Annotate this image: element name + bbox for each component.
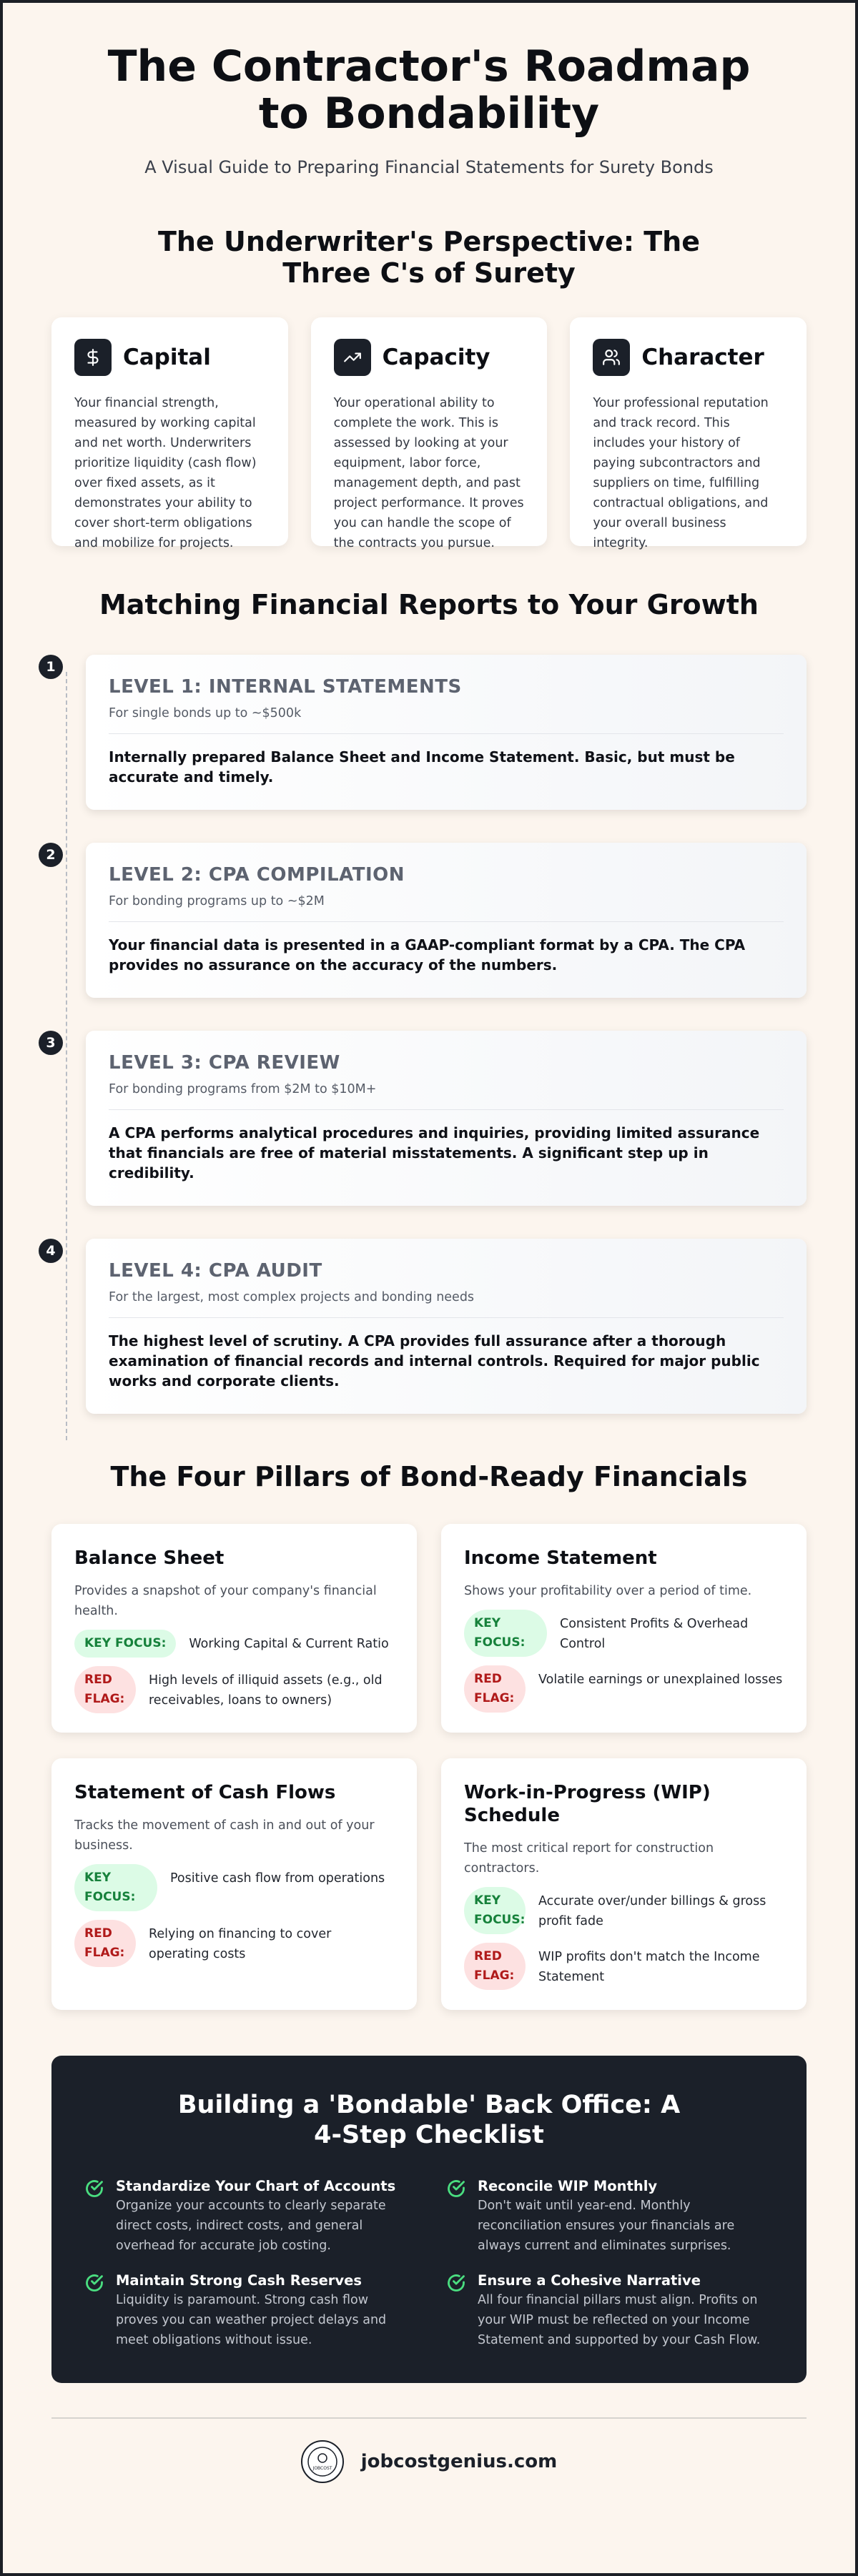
- capacity-description: Your operational ability to complete the work. This is assessed by looking at your equipment, labor force, management depth, and past project performance. It proves you can handle the scope of the contracts you pursue.: [333, 396, 524, 550]
- checklist-heading: Standardize Your Chart of Accounts: [116, 2178, 396, 2194]
- checklist-item: [84, 2272, 412, 2350]
- checklist-title: Building a 'Bondable' Back Office: A 4-Step Checklist: [177, 2091, 681, 2149]
- level-divider: [109, 921, 784, 922]
- pillar-description: Tracks the movement of cash in and out of your business.: [74, 1818, 375, 1853]
- level-1: [46, 655, 807, 810]
- red-flag-badge: RED FLAG:: [464, 1943, 526, 1990]
- key-focus-badge: KEY FOCUS:: [74, 1864, 157, 1911]
- red-flag-text: Relying on financing to cover operating costs: [149, 1927, 332, 1961]
- checklist-heading: Maintain Strong Cash Reserves: [116, 2272, 362, 2289]
- level-card: [86, 843, 807, 998]
- levels-title: Matching Financial Reports to Your Growth: [99, 589, 759, 620]
- dollar-icon: [74, 339, 112, 376]
- capacity-heading: Capacity: [382, 345, 490, 370]
- checklist-description: Don't wait until year-end. Monthly reconciliation ensures your financials are always current and eliminates surprises.: [478, 2199, 735, 2253]
- trending-up-icon: [334, 339, 371, 376]
- level-description: Internally prepared Balance Sheet and Income Statement. Basic, but must be accurate and timely.: [109, 748, 735, 786]
- website-link[interactable]: jobcostgenius.com: [360, 2451, 558, 2472]
- level-2: [46, 843, 807, 998]
- pillar-income-statement: [441, 1524, 807, 1733]
- pillar-balance-sheet: [51, 1524, 417, 1733]
- level-range: For the largest, most complex projects and bonding needs: [109, 1290, 475, 1304]
- key-focus-text: Positive cash flow from operations: [170, 1871, 385, 1886]
- level-description: The highest level of scrutiny. A CPA provides full assurance after a thorough examination of financial records and internal controls. Required for major public works and corporate clients.: [109, 1332, 760, 1389]
- level-card: [86, 655, 807, 810]
- key-focus-badge: KEY FOCUS:: [464, 1887, 526, 1934]
- red-flag-badge: RED FLAG:: [464, 1665, 526, 1713]
- pillar-name: Balance Sheet: [74, 1547, 225, 1569]
- pillar-wip-schedule: [441, 1758, 807, 2010]
- character-description: Your professional reputation and track record. This includes your history of paying subcontractors and suppliers on time, fulfilling contractual obligations, and your overall business integrity.: [593, 396, 769, 550]
- three-cs-cards: [51, 317, 807, 550]
- level-name: LEVEL 1: INTERNAL STATEMENTS: [109, 676, 462, 698]
- level-number-badge: 2: [39, 843, 63, 867]
- capital-card: [51, 317, 288, 550]
- checklist-item: [84, 2177, 412, 2256]
- level-range: For bonding programs from $2M to $10M+: [109, 1082, 377, 1096]
- checklist-panel: [51, 2056, 807, 2383]
- red-flag-text: High levels of illiquid assets (e.g., old receivables, loans to owners): [149, 1673, 383, 1708]
- svg-text:JOBCOST: JOBCOST: [312, 2466, 332, 2471]
- key-focus-badge: KEY FOCUS:: [464, 1610, 547, 1657]
- levels-timeline: [46, 655, 807, 1414]
- level-card: [86, 1031, 807, 1206]
- red-flag-text: Volatile earnings or unexplained losses: [538, 1673, 783, 1687]
- pillar-name: Statement of Cash Flows: [74, 1782, 336, 1803]
- level-number-badge: 4: [39, 1239, 63, 1263]
- red-flag-badge: RED FLAG:: [74, 1666, 136, 1713]
- character-heading: Character: [641, 345, 764, 370]
- level-divider: [109, 733, 784, 734]
- check-circle-icon: [446, 2179, 466, 2199]
- level-name: LEVEL 3: CPA REVIEW: [109, 1052, 340, 1074]
- page-title: The Contractor's Roadmap to Bondability: [107, 41, 751, 139]
- checklist-description: Liquidity is paramount. Strong cash flow proves you can weather project delays and meet obligations without issue.: [116, 2293, 387, 2347]
- check-circle-icon: [446, 2273, 466, 2293]
- checklist-description: All four financial pillars must align. Profits on your WIP must be reflected on your Income Statement and supported by your Cash Flow.: [478, 2293, 761, 2347]
- capital-description: Your financial strength, measured by working capital and net worth. Underwriters prioritize liquidity (cash flow) over fixed assets, as it demonstrates your ability to cover short-term obligations and mobilize for projects.: [74, 396, 257, 550]
- capacity-card: [311, 317, 548, 550]
- level-name: LEVEL 2: CPA COMPILATION: [109, 864, 405, 886]
- pillar-description: Provides a snapshot of your company's financial health.: [74, 1584, 377, 1618]
- checklist-heading: Ensure a Cohesive Narrative: [478, 2272, 701, 2289]
- checklist-description: Organize your accounts to clearly separate direct costs, indirect costs, and general overhead for accurate job costing.: [116, 2199, 386, 2253]
- capital-heading: Capital: [123, 345, 211, 370]
- level-divider: [109, 1109, 784, 1110]
- timeline-line: [66, 672, 67, 1440]
- pillar-name: Work-in-Progress (WIP) Schedule: [464, 1782, 711, 1826]
- page-subtitle: A Visual Guide to Preparing Financial Statements for Surety Bonds: [144, 157, 714, 177]
- level-range: For single bonds up to ~$500k: [109, 706, 302, 720]
- checklist-heading: Reconcile WIP Monthly: [478, 2178, 658, 2194]
- key-focus-text: Working Capital & Current Ratio: [189, 1637, 389, 1651]
- level-name: LEVEL 4: CPA AUDIT: [109, 1260, 322, 1282]
- pillar-cash-flows: [51, 1758, 417, 2010]
- level-range: For bonding programs up to ~$2M: [109, 894, 325, 908]
- key-focus-badge: KEY FOCUS:: [74, 1630, 176, 1658]
- brand-logo: [301, 2440, 344, 2483]
- level-description: A CPA performs analytical procedures and inquiries, providing limited assurance that financials are free of material misstatements. A significant step up in credibility.: [109, 1124, 760, 1182]
- checklist-item: [446, 2177, 774, 2256]
- users-icon: [593, 339, 630, 376]
- level-number-badge: 3: [39, 1031, 63, 1055]
- footer-divider: [51, 2417, 807, 2419]
- checklist-grid: [84, 2177, 774, 2350]
- footer: [51, 2440, 807, 2483]
- pillar-description: Shows your profitability over a period of time.: [464, 1584, 752, 1598]
- checklist-item: [446, 2272, 774, 2350]
- level-card: [86, 1239, 807, 1414]
- level-description: Your financial data is presented in a GAAP-compliant format by a CPA. The CPA provides no assurance on the accuracy of the numbers.: [109, 936, 746, 974]
- key-focus-text: Consistent Profits & Overhead Control: [560, 1617, 749, 1651]
- pillar-description: The most critical report for construction contractors.: [464, 1841, 714, 1876]
- pillars-grid: [51, 1524, 807, 2010]
- character-card: [570, 317, 807, 550]
- level-4: [46, 1239, 807, 1414]
- pillars-title: The Four Pillars of Bond-Ready Financials: [110, 1461, 748, 1492]
- red-flag-text: WIP profits don't match the Income Statement: [538, 1950, 760, 1984]
- check-circle-icon: [84, 2273, 104, 2293]
- level-number-badge: 1: [39, 655, 63, 679]
- three-cs-title: The Underwriter's Perspective: The Three C's of Surety: [157, 226, 700, 289]
- check-circle-icon: [84, 2179, 104, 2199]
- red-flag-badge: RED FLAG:: [74, 1920, 136, 1967]
- key-focus-text: Accurate over/under billings & gross profit fade: [538, 1894, 766, 1928]
- level-divider: [109, 1317, 784, 1318]
- level-3: [46, 1031, 807, 1206]
- pillar-name: Income Statement: [464, 1547, 657, 1569]
